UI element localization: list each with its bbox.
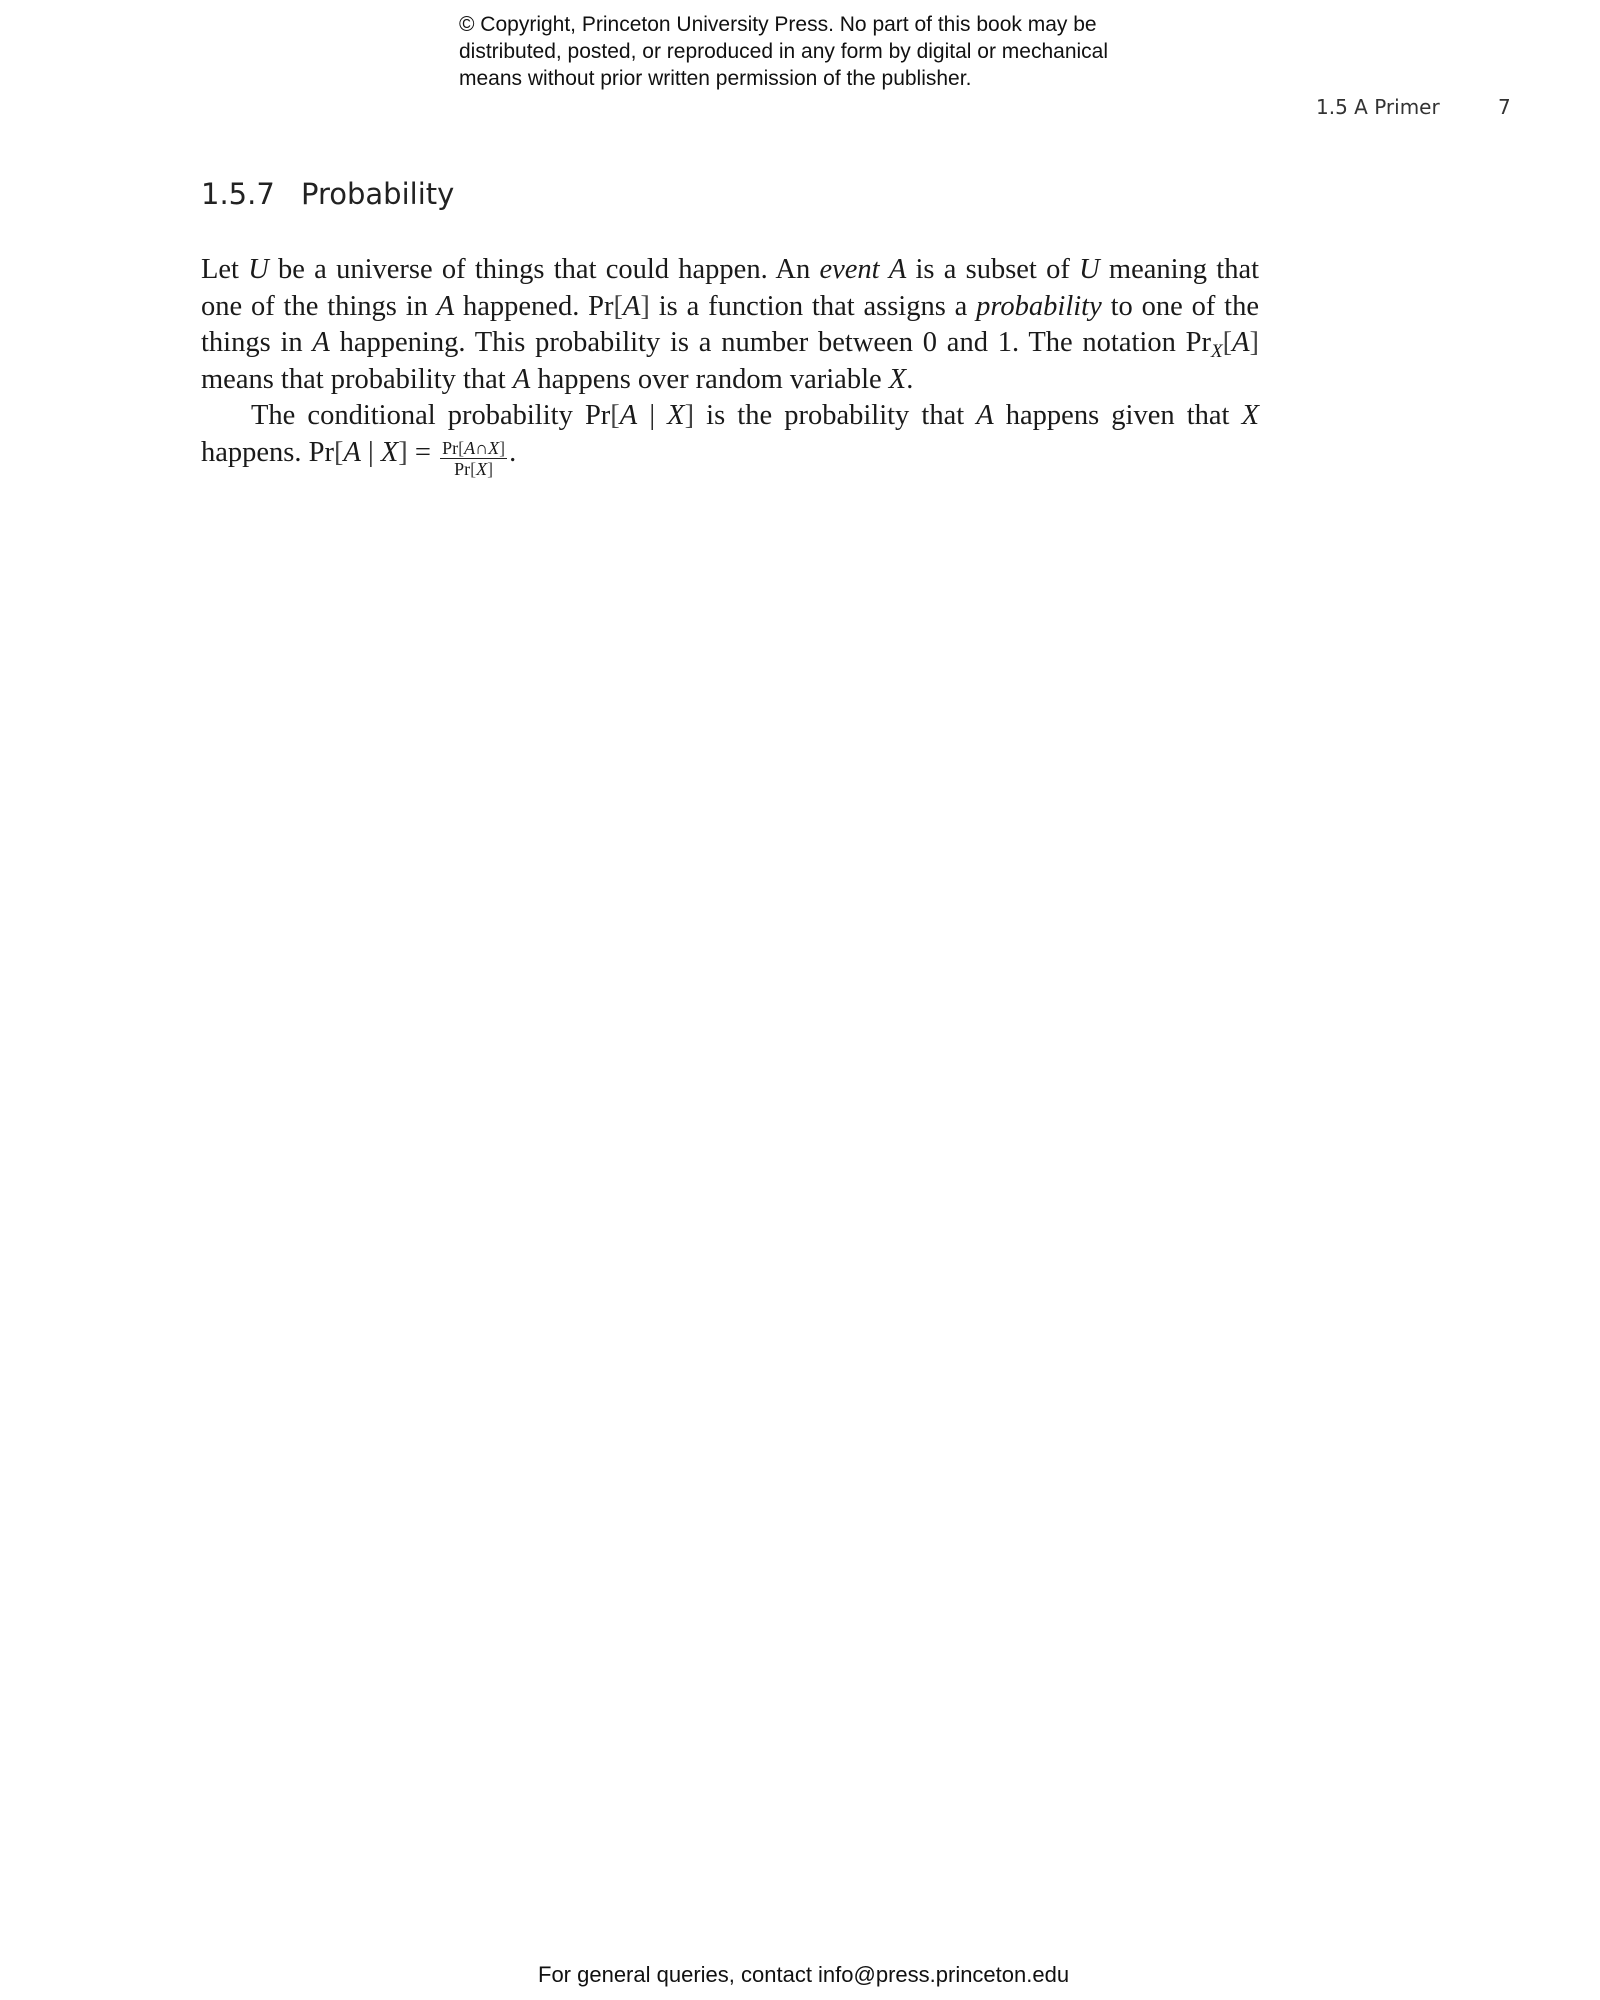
copyright-notice: [459, 11, 1219, 92]
copyright-line: distributed, posted, or reproduced in any form by digital or mechanical: [459, 40, 1109, 63]
page-number: 7: [1498, 95, 1511, 119]
fraction-numerator: Pr[A∩X]: [442, 437, 506, 458]
paragraph-line: things in A happening. This probability is a number between 0 and 1. The notation $Pr_X[A]$: [201, 327, 1259, 363]
paragraph-line: happens. Pr[A | X] = $\frac{Pr[A\cap X]}{Pr[X]}$ .: [201, 436, 517, 479]
fraction: [440, 438, 507, 479]
section-number: 1.5.7: [201, 177, 275, 211]
section-heading: [201, 177, 454, 211]
fraction-denominator: Pr[X]: [454, 458, 494, 479]
paragraph-line: means that probability that A happens over random variable X.: [201, 363, 914, 395]
copyright-line: © Copyright, Princeton University Press. No part of this book may be: [459, 13, 1097, 36]
copyright-line: means without prior written permission of the publisher.: [459, 67, 972, 90]
paragraph-line: The conditional probability Pr[A | X] is the probability that A happens given that X: [251, 400, 1259, 432]
paragraph-line: Let U be a universe of things that could happen. An event A is a subset of U meaning that: [201, 254, 1260, 285]
footer-contact: For general queries, contact info@press.princeton.edu: [538, 1962, 1070, 1987]
section-title: Probability: [301, 177, 455, 211]
running-head: 1.5 A Primer: [1316, 95, 1440, 119]
body-text: [201, 252, 1259, 479]
paragraph-line: one of the things in A happened. Pr[A] is a function that assigns a probability to one of the: [201, 290, 1259, 322]
